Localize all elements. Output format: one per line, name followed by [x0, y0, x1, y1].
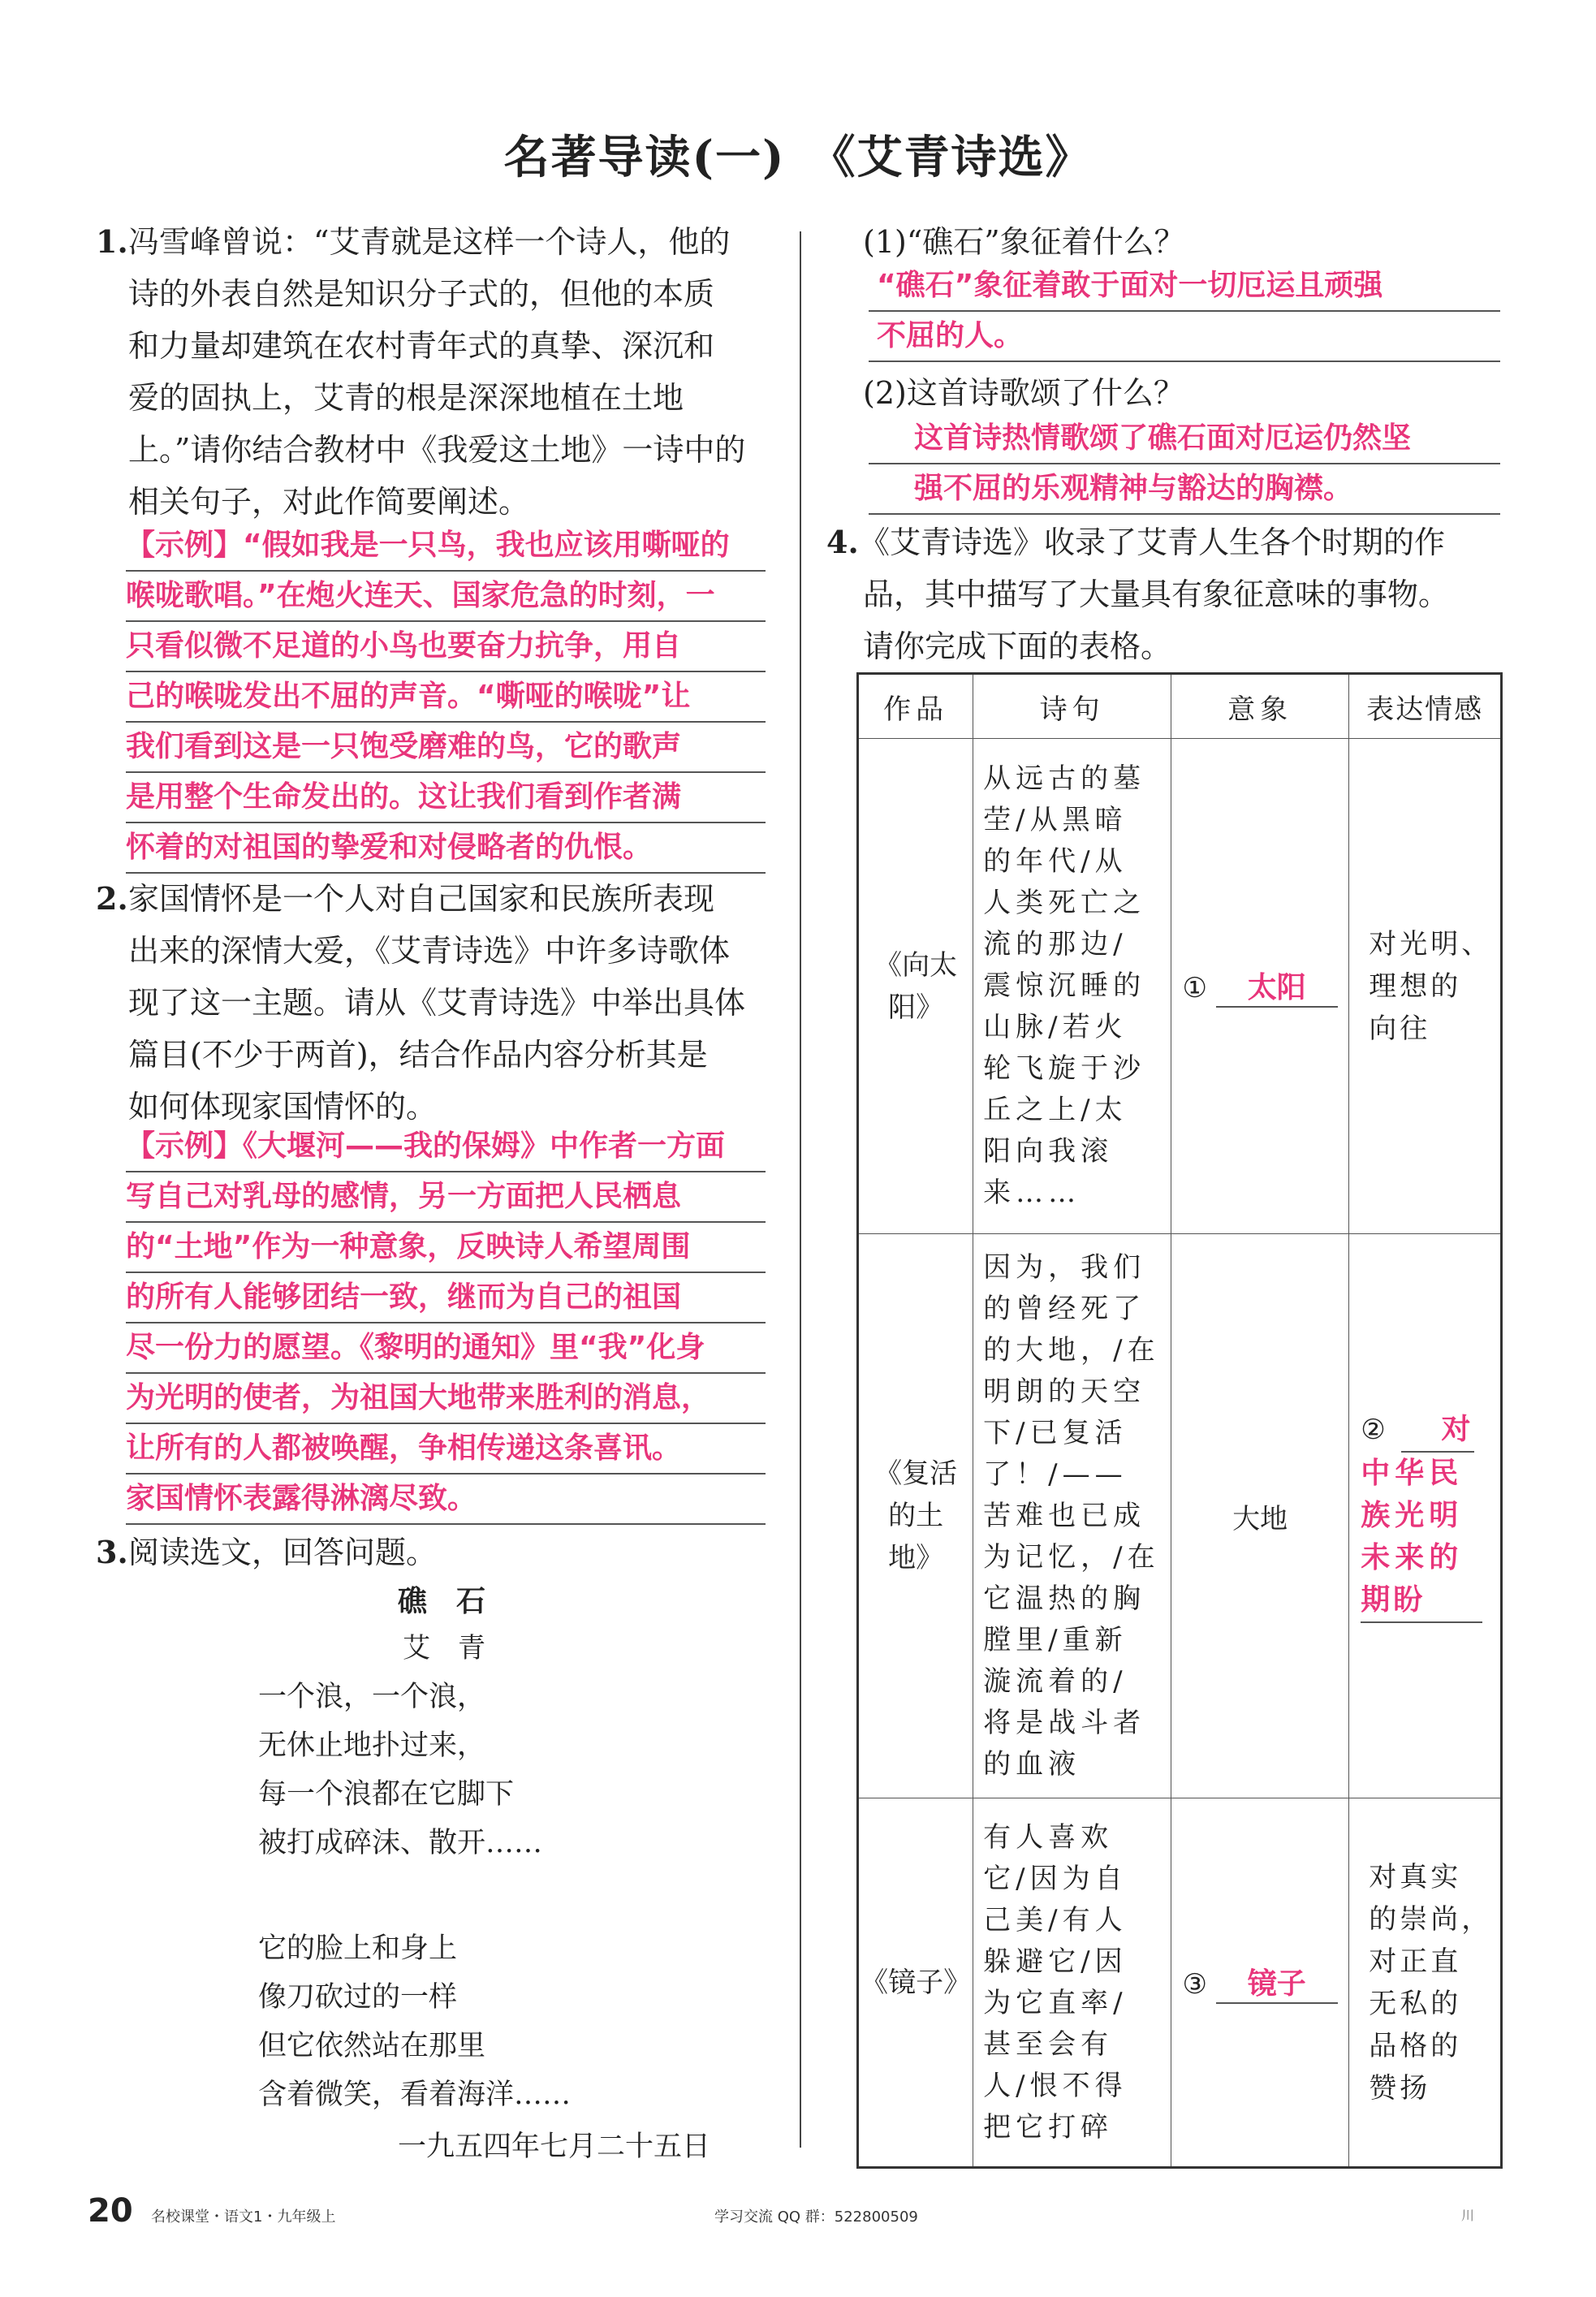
q3-number: 3.	[96, 1534, 128, 1570]
verse-line: 山脉/若火	[983, 1011, 1128, 1043]
blank-number: ③	[1182, 1968, 1207, 2001]
q4-number: 4.	[826, 524, 859, 560]
blank-number: ②	[1361, 1414, 1389, 1446]
blank-number: ①	[1182, 972, 1207, 1004]
q1-answer-line: 怀着的对祖国的挚爱和对侵略者的仇恨。	[126, 822, 766, 874]
emotion-line: 无私的	[1369, 1987, 1462, 2020]
poem-author: 艾 青	[403, 1632, 485, 1664]
q3-sub1-answer-line: “礁石”象征着敢于面对一切厄运且顽强	[869, 260, 1500, 312]
q1-answer-line: 我们看到这是一只饱受磨难的鸟，它的歌声	[126, 721, 766, 773]
emotion-answer: 中华民	[1361, 1457, 1464, 1490]
works-table	[856, 672, 1503, 2169]
header-work: 作品	[858, 674, 973, 739]
emotion-answer: 对	[1401, 1409, 1474, 1453]
q1-number: 1.	[96, 223, 128, 260]
q3-sub2-answer-line: 这首诗热情歌颂了礁石面对厄运仍然坚	[869, 412, 1500, 464]
emotion-answer: 期盼	[1361, 1579, 1482, 1623]
q1-answer-line: 只看似微不足道的小鸟也要奋力抗争，用自	[126, 620, 766, 672]
emotion-line: 的崇尚，	[1369, 1902, 1493, 1936]
q2-answer-line: 【示例】《大堰河——我的保姆》中作者一方面	[126, 1120, 766, 1172]
verse-line: 的血液	[983, 1747, 1081, 1781]
verse-line: 苦难也已成	[983, 1499, 1146, 1532]
image-cell: 大地	[1171, 1234, 1349, 1798]
q1-answer-line: 是用整个生命发出的。这让我们看到作者满	[126, 771, 766, 823]
verse-line: 的年代/从	[983, 845, 1128, 878]
q3-prompt: 阅读选文，回答问题。	[128, 1535, 438, 1570]
work-cell: 《镜子》	[858, 1798, 973, 2168]
header-verse: 诗句	[973, 674, 1171, 739]
verse-line: 己美/有人	[983, 1903, 1128, 1936]
verse-line: 甚至会有	[983, 2027, 1114, 2061]
verse-line: 它温热的胸	[983, 1582, 1146, 1615]
verse-line: 的大地，/在	[983, 1333, 1160, 1367]
table-row	[858, 1798, 1502, 2168]
q1-line: 冯雪峰曾说：“艾青就是这样一个诗人，他的	[128, 224, 731, 260]
emotion-answer: 族光明	[1361, 1499, 1464, 1532]
verse-line: 躲避它/因	[983, 1945, 1128, 1978]
q2-answer-line: 写自己对乳母的感情，另一方面把人民栖息	[126, 1171, 766, 1223]
q2-answer-line: 家国情怀表露得淋漓尽致。	[126, 1473, 766, 1525]
header-emotion: 表达情感	[1349, 674, 1502, 739]
image-answer: 镜子	[1216, 1961, 1338, 2004]
poem-date: 一九五四年七月二十五日	[398, 2131, 711, 2163]
q3-sub2-answer-line: 强不屈的乐观精神与豁达的胸襟。	[869, 463, 1500, 515]
verse-line: 来……	[983, 1177, 1081, 1209]
verse-line: 因为，我们	[983, 1250, 1146, 1284]
verse-cell	[973, 1798, 1171, 2168]
poem-line: 一个浪，一个浪，	[258, 1681, 486, 1713]
q2-line: 家国情怀是一个人对自己国家和民族所表现	[128, 881, 715, 917]
q1-line: 上。”请你结合教材中《我爱这土地》一诗中的	[128, 432, 746, 468]
verse-line: 人类死亡之	[983, 887, 1146, 919]
emotion-cell	[1349, 1234, 1502, 1798]
verse-line: 膛里/重新	[983, 1623, 1128, 1656]
emotion-answer: 未来的	[1361, 1541, 1464, 1574]
poem-line: 被打成碎沫、散开……	[258, 1827, 543, 1859]
q2-answer-line: 的所有人能够团结一致，继而为自己的祖国	[126, 1272, 766, 1323]
poem-line: 含着微笑，看着海洋……	[258, 2079, 572, 2111]
q2-number: 2.	[96, 880, 128, 917]
emotion-cell	[1349, 739, 1502, 1234]
work-cell	[858, 739, 973, 1234]
q1-line: 爱的固执上，艾青的根是深深地植在土地	[128, 380, 684, 416]
emotion-line: 理想的	[1369, 969, 1462, 1003]
q2-answer-line: 让所有的人都被唤醒，争相传递这条喜讯。	[126, 1423, 766, 1474]
qq-group: 学习交流 QQ 群：522800509	[714, 2208, 918, 2226]
q1-answer-line: 喉咙歌唱。”在炮火连天、国家危急的时刻，一	[126, 570, 766, 622]
verse-line: 阳向我滚	[983, 1135, 1114, 1168]
table-header-row	[858, 674, 1502, 739]
verse-line: 轮飞旋于沙	[983, 1052, 1146, 1085]
poem-line: 它的脸上和身上	[258, 1932, 458, 1965]
q1-line: 诗的外表自然是知识分子式的，但他的本质	[128, 276, 715, 312]
poem-line: 无休止地扑过来，	[258, 1729, 486, 1762]
header-image: 意象	[1171, 674, 1349, 739]
q1-line: 和力量却建筑在农村青年式的真挚、深沉和	[128, 328, 715, 364]
table-row	[858, 1234, 1502, 1798]
poem-line: 但它依然站在那里	[258, 2030, 486, 2062]
q4-line: 《艾青诗选》收录了艾青人生各个时期的作	[859, 525, 1446, 560]
image-cell	[1171, 739, 1349, 1234]
work-cell	[858, 1234, 973, 1798]
q4-line: 品，其中描写了大量具有象征意味的事物。	[863, 576, 1450, 612]
q2-line: 篇目(不少于两首)，结合作品内容分析其是	[128, 1037, 708, 1073]
q3-sub1-question: (1)“礁石”象征着什么？	[863, 224, 1185, 260]
emotion-line: 对真实	[1369, 1860, 1462, 1893]
book-name: 名校课堂・语文1・九年级上	[151, 2208, 336, 2226]
q3-sub1-answer-line: 不屈的人。	[869, 310, 1500, 362]
verse-line: 丘之上/太	[983, 1094, 1128, 1126]
table-row	[858, 739, 1502, 1234]
verse-line: 漩流着的/	[983, 1664, 1128, 1698]
verse-line: 为记忆，/在	[983, 1540, 1160, 1574]
q2-line: 现了这一主题。请从《艾青诗选》中举出具体	[128, 985, 746, 1021]
q1-answer-line: 己的喉咙发出不屈的声音。“嘶哑的喉咙”让	[126, 671, 766, 723]
verse-line: 为它直率/	[983, 1986, 1128, 2019]
verse-line: 流的那边/	[983, 928, 1128, 961]
emotion-cell	[1349, 1798, 1502, 2168]
page-title: 名著导读(一) 《艾青诗选》	[503, 131, 1093, 184]
verse-line: 茔/从黑暗	[983, 804, 1128, 836]
verse-line: 它/因为自	[983, 1862, 1128, 1895]
q2-answer-line: 尽一份力的愿望。《黎明的通知》里“我”化身	[126, 1322, 766, 1374]
verse-line: 下/已复活	[983, 1416, 1128, 1449]
image-answer: 太阳	[1216, 965, 1338, 1008]
verse-line: 从远古的墓	[983, 762, 1146, 795]
verse-line: 将是战斗者	[983, 1706, 1146, 1739]
q2-line: 出来的深情大爱，《艾青诗选》中许多诗歌体	[128, 933, 731, 969]
q4-line: 请你完成下面的表格。	[863, 628, 1172, 664]
image-cell	[1171, 1798, 1349, 2168]
work-text: 《向太	[874, 948, 958, 982]
emotion-line: 对正直	[1369, 1945, 1462, 1978]
verse-line: 明朗的天空	[983, 1375, 1146, 1408]
work-text: 的土	[888, 1500, 944, 1532]
emotion-line: 向往	[1369, 1012, 1431, 1045]
q1-line: 相关句子，对此作简要阐述。	[128, 484, 530, 520]
work-text: 阳》	[888, 991, 944, 1024]
region-mark: 川	[1461, 2208, 1475, 2223]
q2-answer-line: 的“土地”作为一种意象，反映诗人希望周围	[126, 1221, 766, 1273]
verse-cell	[973, 1234, 1171, 1798]
verse-line: 的曾经死了	[983, 1292, 1146, 1325]
poem-title: 礁 石	[398, 1584, 486, 1618]
verse-line: 人/恨不得	[983, 2069, 1128, 2102]
column-divider	[800, 231, 801, 2148]
q2-answer-line: 为光明的使者，为祖国大地带来胜利的消息，	[126, 1372, 766, 1424]
verse-cell	[973, 739, 1171, 1234]
verse-line: 震惊沉睡的	[983, 969, 1146, 1002]
page-number: 20	[88, 2192, 133, 2230]
work-text: 《复活	[874, 1457, 958, 1490]
q2-line: 如何体现家国情怀的。	[128, 1089, 438, 1125]
verse-line: 有人喜欢	[983, 1820, 1114, 1854]
q3-sub2-question: (2)这首诗歌颂了什么？	[863, 375, 1184, 411]
q1-answer-line: 【示例】“假如我是一只鸟，我也应该用嘶哑的	[126, 520, 766, 572]
poem-line: 每一个浪都在它脚下	[258, 1778, 515, 1811]
poem-line: 像刀砍过的一样	[258, 1981, 458, 2014]
emotion-line: 品格的	[1369, 2029, 1462, 2062]
work-text: 地》	[888, 1542, 944, 1574]
verse-line: 了！/——	[983, 1457, 1128, 1491]
emotion-line: 对光明、	[1369, 927, 1493, 961]
verse-line: 把它打碎	[983, 2110, 1114, 2144]
emotion-line: 赞扬	[1369, 2071, 1431, 2105]
